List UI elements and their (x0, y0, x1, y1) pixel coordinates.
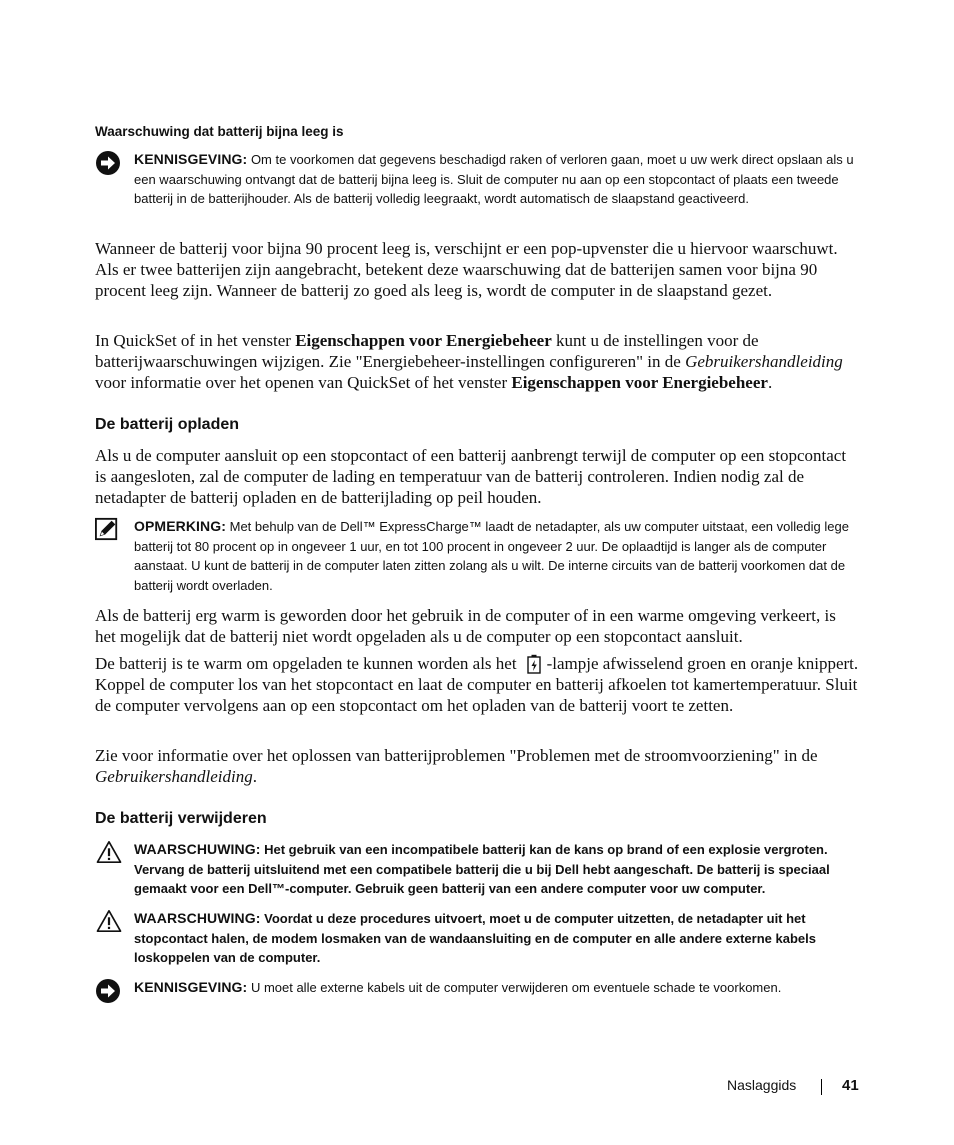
warning-triangle-icon (95, 840, 123, 864)
note-pencil-icon (95, 517, 119, 541)
heading-low-battery: Waarschuwing dat batterij bijna leeg is (95, 124, 344, 139)
footer-section-name: Naslaggids (727, 1077, 797, 1093)
heading-removing: De batterij verwijderen (95, 810, 267, 827)
notice-text: U moet alle externe kabels uit de computer verwijderen om eventuele schade te voorkomen. (247, 980, 782, 995)
manual-title: Gebruikershandleiding (685, 352, 843, 371)
heading-charging: De batterij opladen (95, 416, 240, 433)
notice-label: KENNISGEVING: (134, 979, 248, 995)
notice-text: Om te voorkomen dat gegevens beschadigd raken of verloren gaan, moet u uw werk direct opslaan als u een waarschuwing ontvangt dat de batterij bijna leeg is. Sluit de computer nu aan op een stopcontact of plaats een tweede batterij in de batterijhouder. Als de batterij volledig leegraakt, wordt automatisch de slaapstand geactiveerd. (134, 152, 854, 206)
warning-text: Voordat u deze procedures uitvoert, moet u de computer uitzetten, de netadapter uit het stopcontact halen, de modem losmaken van de wandaansluiting en de computer en alle andere externe kabels loskoppelen van de computer. (134, 911, 816, 965)
page-number: 41 (842, 1077, 859, 1094)
note-label: OPMERKING: (134, 518, 226, 534)
notice-arrow-icon (95, 978, 121, 1004)
warning-label: WAARSCHUWING: (134, 910, 261, 926)
paragraph-charging-2: Als de batterij erg warm is geworden door het gebruik in de computer of in een warme omgeving verkeert, is het mogelijk dat de batterij niet wordt opgeladen als u de computer op een stopcontact aansluit. (95, 606, 836, 646)
ui-term: Eigenschappen voor Energiebeheer (511, 373, 768, 392)
notice-external-cables (95, 978, 865, 998)
battery-status-icon (527, 654, 541, 674)
ui-term: Eigenschappen voor Energiebeheer (295, 331, 552, 350)
warning-text: Het gebruik van een incompatibele batterij kan de kans op brand of een explosie vergroten. Vervang de batterij uitsluitend met een compatibele batterij die u bij Dell hebt aangeschaft. De batterij is speciaal gemaakt voor een Dell™-computer. Gebruik geen batterij van een andere computer voor uw computer. (134, 842, 830, 896)
paragraph-charging-3: De batterij is te warm om opgeladen te kunnen worden als het -lampje afwisselend groen en oranje knippert. Koppel de computer los van het stopcontact en laat de computer en batterij afkoelen tot kamertemperatuur. Sluit de computer vervolgens aan op een stopcontact om het opladen van de batterij voort te zetten. (95, 654, 859, 715)
footer-divider (821, 1079, 822, 1095)
paragraph-charging-4: Zie voor informatie over het oplossen van batterijproblemen "Problemen met de stroomvoorziening" in de Gebruikershandleiding. (95, 746, 818, 786)
notice-arrow-icon (95, 150, 121, 176)
notice-label: KENNISGEVING: (134, 151, 248, 167)
paragraph-charging-1: Als u de computer aansluit op een stopcontact of een batterij aanbrengt terwijl de computer op een stopcontact is aangesloten, zal de computer de lading en temperatuur van de batterij controleren. Indien nodig zal de netadapter de batterij opladen en de batterijlading op peil houden. (95, 446, 847, 507)
notice-data-loss (95, 150, 865, 209)
warning-label: WAARSCHUWING: (134, 841, 261, 857)
manual-title: Gebruikershandleiding (95, 767, 253, 786)
note-text: Met behulp van de Dell™ ExpressCharge™ laadt de netadapter, als uw computer uitstaat, een volledig lege batterij tot 80 procent op in ongeveer 1 uur, en tot 100 procent in ongeveer 2 uur. De oplaadtijd is langer als de computer aanstaat. U kunt de batterij in de computer laten zitten zolang als u wilt. De interne circuits van de batterij voorkomen dat de batterij wordt overladen. (134, 519, 849, 593)
warning-incompatible-battery (95, 840, 865, 899)
note-expresscharge (95, 517, 865, 595)
warning-triangle-icon (95, 909, 123, 933)
paragraph-low-battery-1: Wanneer de batterij voor bijna 90 procent leeg is, verschijnt er een pop-upvenster die u hiervoor waarschuwt. Als er twee batterijen zijn aangebracht, betekent deze waarschuwing dat de batterijen samen voor bijna 90 procent leeg zijn. Wanneer de batterij zo goed als leeg is, wordt de computer in de slaapstand gezet. (95, 239, 838, 300)
warning-before-procedure (95, 909, 865, 968)
paragraph-low-battery-2: In QuickSet of in het venster Eigenschappen voor Energiebeheer kunt u de instellingen voor de batterijwaarschuwingen wijzigen. Zie "Energiebeheer-instellingen configureren" in de Gebruikershandleiding voor informatie over het openen van QuickSet of het venster Eigenschappen voor Energiebeheer. (95, 331, 843, 392)
